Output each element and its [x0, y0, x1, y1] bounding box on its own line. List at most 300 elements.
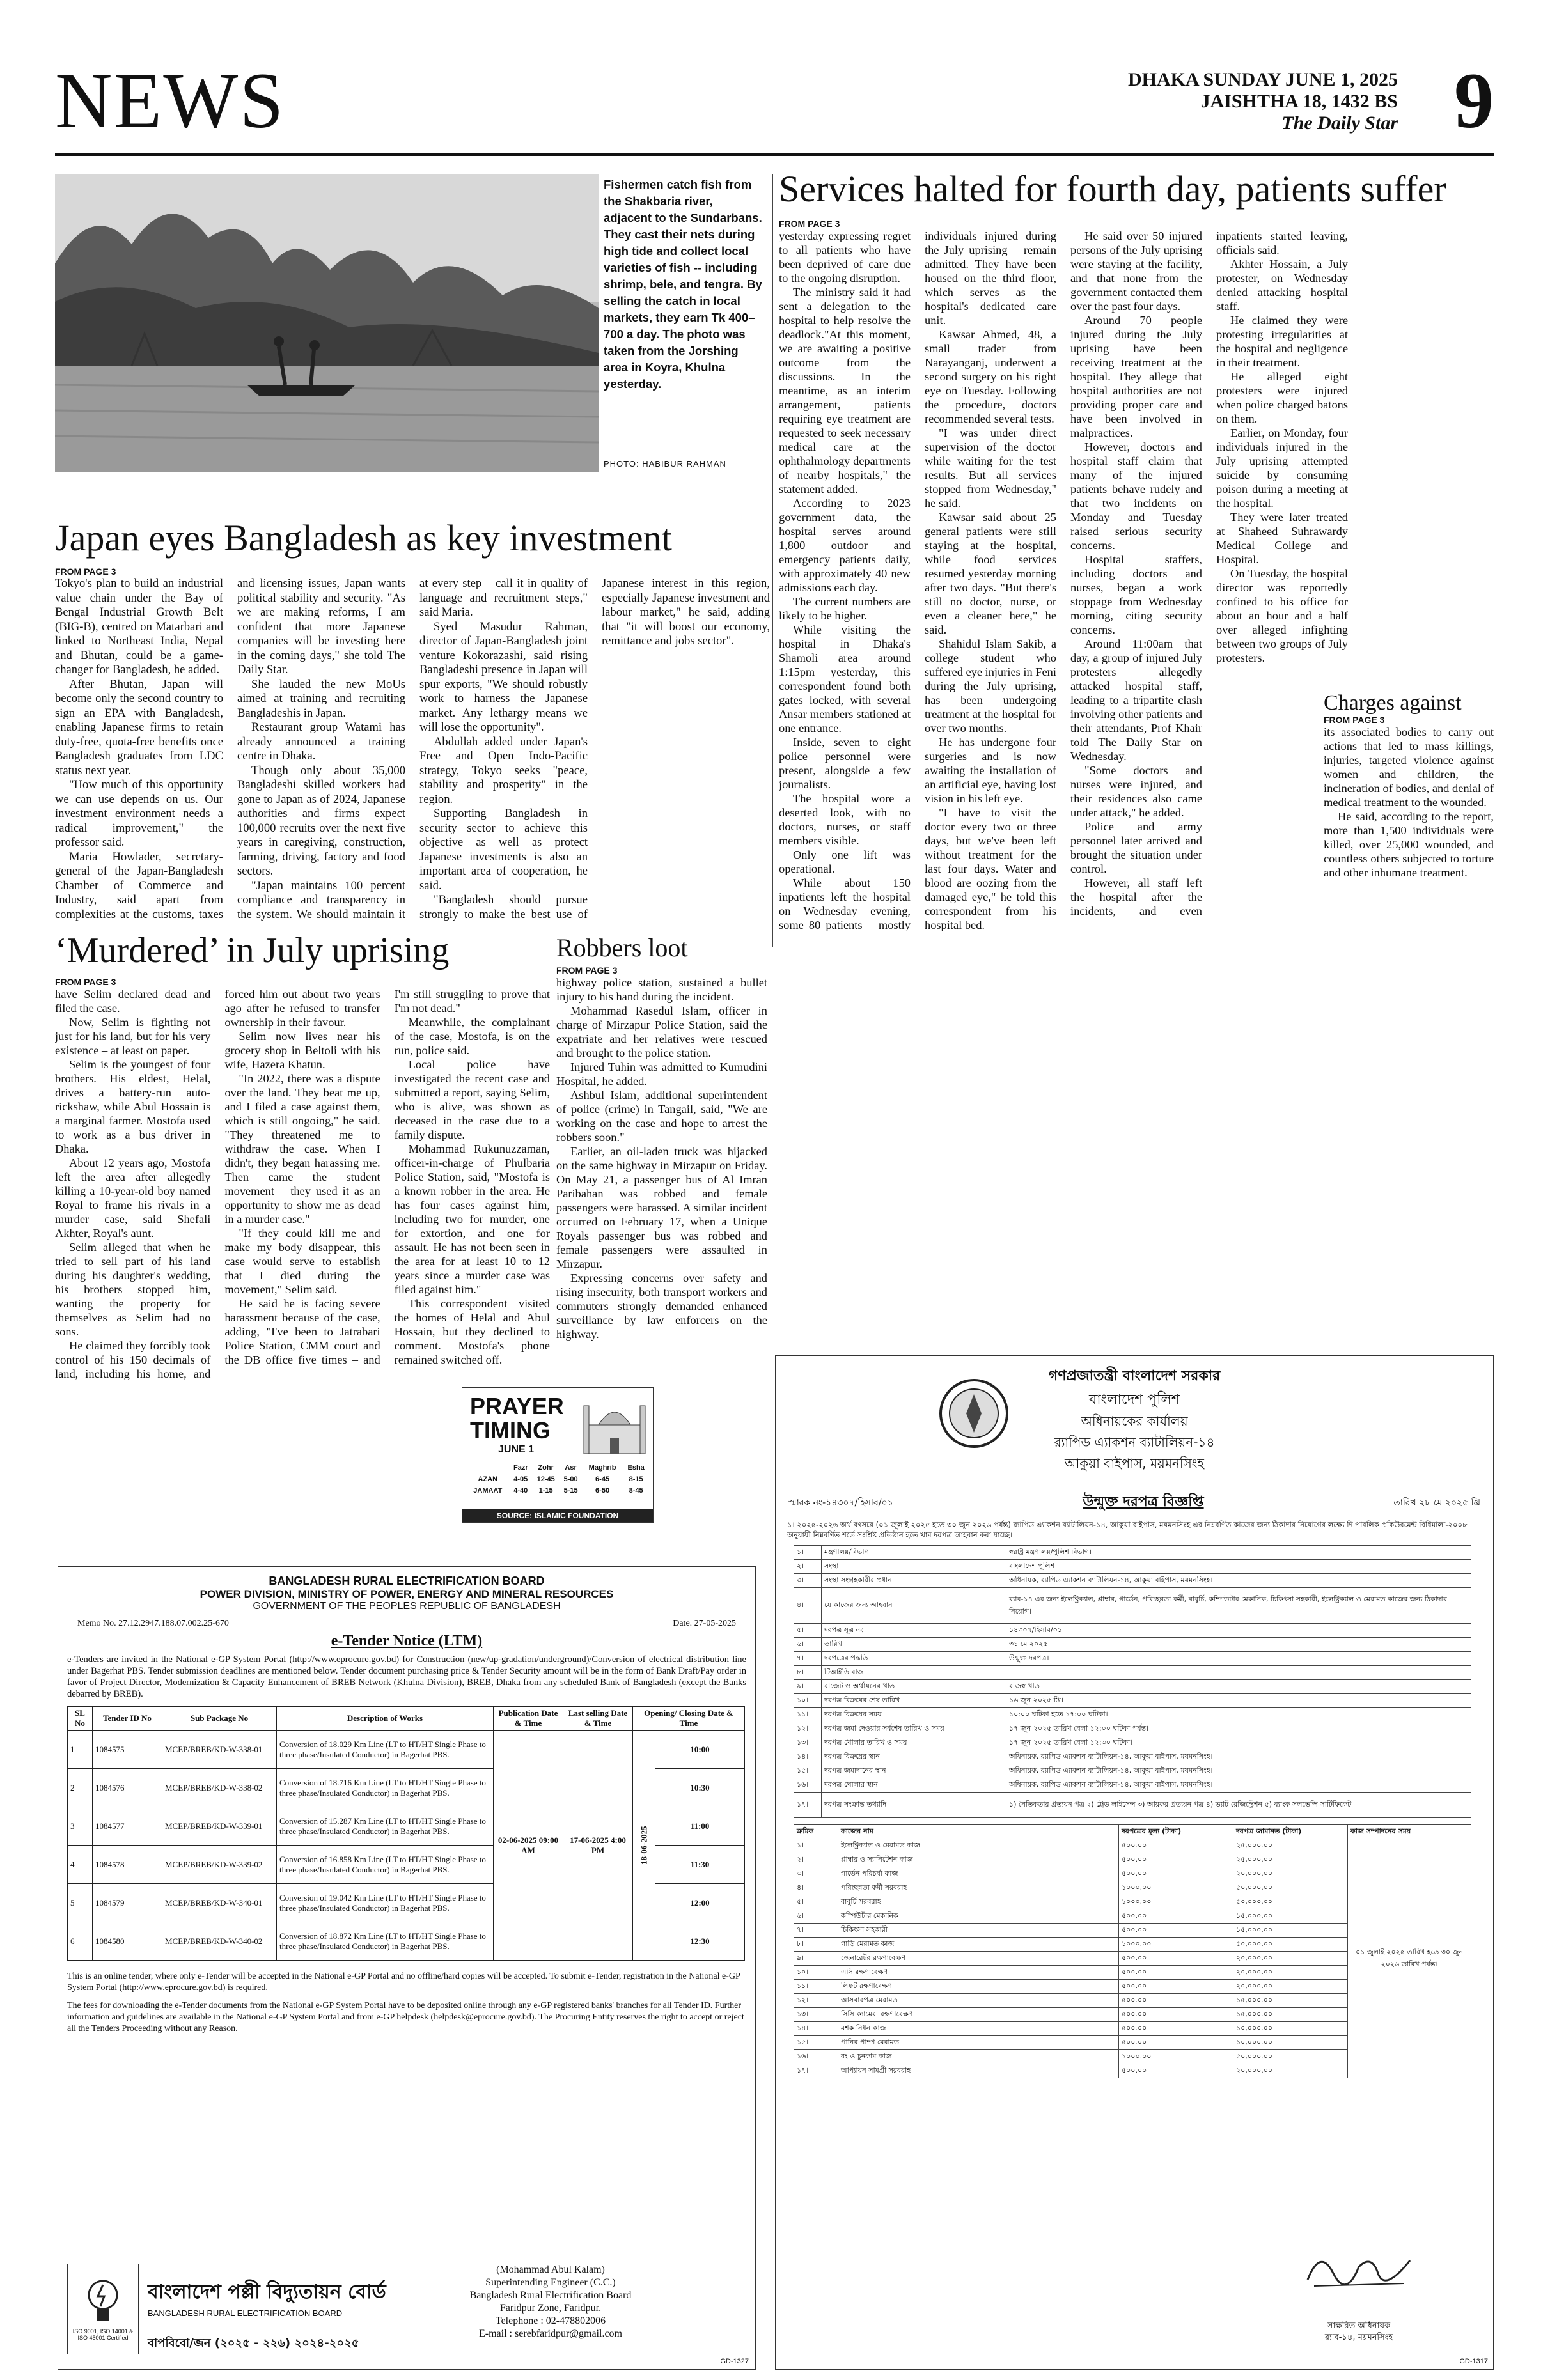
police-memo: স্মারক নং-১৪৩০৭/হিসাব/০১	[788, 1497, 893, 1508]
cell: ১১।	[794, 1980, 838, 1994]
tender-cell: 1084580	[93, 1922, 162, 1961]
signature-scribble	[1301, 2241, 1416, 2292]
prayer-date: JUNE 1	[498, 1444, 535, 1455]
police-h3: অধিনায়কের কার্যালয়	[1081, 1413, 1188, 1429]
japan-headline: Japan eyes Bangladesh as key investment	[55, 517, 672, 559]
tender-cell: 1084576	[93, 1769, 162, 1807]
cell: ৫০০.০০	[1119, 2036, 1233, 2050]
bulb-icon	[84, 2277, 122, 2328]
cell: ২৫,০০০.০০	[1233, 1853, 1348, 1867]
tender-table	[67, 1706, 745, 1961]
police-info-row	[794, 1652, 1471, 1666]
cell: লিফট রক্ষণাবেক্ষণ	[838, 1980, 1119, 1994]
paragraph: The ministry said it had sent a delegation to the hospital to help resolve the deadlock."At this moment, we are awaiting a positive outcome from the discussions. In the meantime, as an interim arrangement, patients requiring eye treatment are requested to seek necessary medical care at the ophthalmology departments of nearby hospitals," the statement added.	[779, 286, 911, 495]
paragraph: Maria Howlader, secretary-general of the Japan-Bangladesh Chamber of Commerce and Industry, said apart from complexities at the customs, taxes and licensing issues, Japan wants political stability and security. "As we are making reforms, I am confident that more Japanese companies will be investing here in the coming days," she told The Daily Star.	[55, 577, 405, 921]
fishermen-photo	[55, 174, 599, 472]
cell: ১।	[794, 1546, 822, 1560]
date-line: DHAKA SUNDAY JUNE 1, 2025	[1128, 69, 1398, 90]
cell: ৫০০.০০	[1119, 1966, 1233, 1980]
prayer-title-2: TIMING	[470, 1417, 551, 1443]
prayer-cell: 5-15	[563, 1487, 578, 1495]
paragraph: She lauded the new MoUs aimed at training and recruiting Bangladeshis in Japan.	[237, 677, 405, 720]
paragraph: Around 11:00am that day, a group of injured July protesters allegedly attacked hospital staff, leading to a tripartite clash involving other patients and their attendants, Prof Khair told The Daily Star on Wednesday.	[1070, 637, 1202, 763]
cell: ১০।	[794, 1966, 838, 1980]
tender-org-2: POWER DIVISION, MINISTRY OF POWER, ENERGY AND MINERAL RESOURCES	[200, 1588, 614, 1600]
cell: আপ্যায়ন সামগ্রী সরবরাহ	[838, 2064, 1119, 2078]
cell: এসি রক্ষণাবেক্ষণ	[838, 1966, 1119, 1980]
cell: বাজেট ও অর্থায়নের খাত	[822, 1680, 1006, 1694]
police-sign-name: সাক্ষরিত অধিনায়ক	[1327, 2321, 1391, 2331]
cell: দরপত্র খোলার স্থান	[822, 1778, 1006, 1793]
paragraph: The current numbers are likely to be higher.	[779, 595, 911, 622]
tender-note-2: The fees for downloading the e-Tender documents from the National e-GP System Portal have to be deposited online through any e-GP registered banks' branches for all Tender ID. Further information and guidelines are available in the National e-GP System Portal and from e-GP helpdesk (helpdesk@eprocure.gov.bd). The Procuring Entity reserves the right to accept or reject all the Tenders Proceeding without any Reason.	[67, 2001, 744, 2034]
tender-title: e-Tender Notice (LTM)	[331, 1633, 483, 1649]
paragraph: However, doctors and hospital staff claim that many of the injured patients behave rudely and that two incidents on Monday and Tuesday raised serious security concerns.	[1070, 440, 1202, 552]
cell: আসবাবপত্র মেরামত	[838, 1994, 1119, 2008]
tender-header-row	[68, 1707, 745, 1731]
services-from-page: FROM PAGE 3	[779, 219, 840, 229]
paragraph: Only one lift was operational.	[779, 848, 911, 875]
police-intro: ১। ২০২৫-২০২৬ অর্থ বৎসরে (০১ জুলাই ২০২৫ হতে ৩০ জুন ২০২৬ পর্যন্ত) র‍্যাপিড এ্যাকশন ব্যাটালিয়ন-১৪, আকুয়া বাইপাস, ময়মনসিংহ এর নিম্নবর্ণিত কাজের জন্য ঠিকাদার নিয়োগের লক্ষ্যে দি পাবলিক প্রকিউরমেন্ট বিধিমালা-২০০৮ অনুযায়ী নিম্নবর্ণিত শর্তে সংশ্লিষ্ট প্রতিষ্ঠান হতে খাম দরপত্র আহবান করা যাচ্ছে।	[787, 1520, 1468, 1539]
cell: বাংলাদেশ পুলিশ	[1006, 1560, 1471, 1574]
breb-en-name: BANGLADESH RURAL ELECTRIFICATION BOARD	[148, 2308, 343, 2318]
prayer-header-row	[466, 1462, 649, 1474]
police-info-row	[794, 1588, 1471, 1624]
cell: ৫০০.০০	[1119, 2022, 1233, 2036]
paragraph: Supporting Bangladesh in security sector to achieve this objective as well as protect Japanese investments is also an important area of cooperation, he said.	[419, 807, 588, 892]
tender-publication: 02-06-2025 09:00 AM	[494, 1731, 563, 1961]
cell: র‍্যাব-১৪ এর জন্য ইলেক্ট্রিক্যাল, প্লাম্বার, গার্ডেন, পরিচ্ছন্নতা কর্মী, বাবুর্চি, কম্পিউটার মেকানিক, চিকিৎসা সহকারী, ইলেক্ট্রিক্যাল ও মেরামত কাজের জন্য ঠিকাদার নিয়োগ।	[1006, 1588, 1471, 1624]
tender-signature	[416, 2264, 685, 2340]
prayer-cell: 8-15	[629, 1475, 643, 1483]
tender-cell: 12:30	[655, 1922, 745, 1961]
paragraph: He said he is facing severe harassment because of the case, adding, "I've been to Jatrabari Police Station, CMM court and the DB office five times – and I'm still struggling to prove that I'm not dead."	[224, 988, 550, 1366]
prayer-timing-box	[462, 1387, 654, 1523]
sign-line: Superintending Engineer (C.C.)	[485, 2277, 616, 2288]
prayer-cell: 6-50	[595, 1487, 610, 1495]
murdered-body	[55, 987, 550, 1393]
cell: দরপত্র বিক্রয়ের শেষ তারিখ	[822, 1694, 1006, 1708]
masthead-rule	[55, 153, 1494, 156]
cell: সংস্থা	[822, 1560, 1006, 1574]
paragraph: Around 70 people injured during the July uprising have been receiving treatment at the hospital. They allege that hospital authorities are not providing proper care and have been involved in malpractices.	[1070, 314, 1202, 439]
cell: অধিনায়ক, র‍্যাপিড এ্যাকশন ব্যাটালিয়ন-১৪, আকুয়া বাইপাস, ময়মনসিংহ।	[1006, 1778, 1471, 1793]
paper-logo: The Daily Star	[1281, 113, 1398, 134]
cell: যে কাজের জন্য আহবান	[822, 1588, 1006, 1624]
police-info-row	[794, 1624, 1471, 1638]
sign-line: Faridpur Zone, Faridpur.	[499, 2303, 602, 2314]
tender-cell: 5	[68, 1884, 93, 1922]
cell: ৫০০.০০	[1119, 1867, 1233, 1881]
cell: বাবুর্চি সরবরাহ	[838, 1895, 1119, 1909]
cell: ২০,০০০.০০	[1233, 1980, 1348, 1994]
cell: ১৪৩০৭/হিসাব/০১	[1006, 1624, 1471, 1638]
cell: ৯।	[794, 1680, 822, 1694]
police-info-table	[794, 1545, 1471, 1818]
tender-cell: Conversion of 16.858 Km Line (LT to HT/HT Single Phase to three phase/Insulated Conductor) in Bagerhat PBS.	[277, 1846, 494, 1884]
cell: স্বরাষ্ট্র মন্ত্রণালয়/পুলিশ বিভাগ।	[1006, 1546, 1471, 1560]
cell: ২০,০০০.০০	[1233, 1952, 1348, 1966]
tender-th: Last selling Date & Time	[563, 1707, 633, 1731]
prayer-cell: 4-40	[513, 1487, 528, 1495]
paragraph: "In 2022, there was a dispute over the land. They beat me up, and I filed a case against them, which is still ongoing," he said. "They threatened me to withdraw the case. When I didn't, they began harassing me. Then came the student movement – they used it as an opportunity to show me as dead in a murder case."	[224, 1072, 380, 1225]
japan-body	[55, 577, 770, 925]
paragraph: Hospital staffers, including doctors and nurses, began a work stoppage from Wednesday morning, citing security concerns.	[1070, 553, 1202, 636]
police-date: তারিখ ২৮ মে ২০২৫ খ্রি	[1393, 1497, 1480, 1508]
cell: ৫০,০০০.০০	[1233, 1938, 1348, 1952]
cell: ৬।	[794, 1909, 838, 1924]
cell: ১৬।	[794, 2050, 838, 2064]
paragraph: Mohammad Rasedul Islam, officer in charge of Mirzapur Police Station, said the expatriate and her relatives were rescued and brought to the police station.	[556, 1004, 767, 1059]
tender-th: Sub Package No	[162, 1707, 277, 1731]
prayer-cell: 12-45	[536, 1475, 555, 1483]
police-info-row	[794, 1666, 1471, 1680]
tender-row	[68, 1731, 745, 1769]
police-emblem-icon	[935, 1375, 1012, 1452]
paragraph: highway police station, sustained a bullet injury to his hand during the incident.	[556, 976, 767, 1003]
cell: ১০,০০০.০০	[1233, 2022, 1348, 2036]
cell: ১০:০০ ঘটিকা হতে ১৭:০০ ঘটিকা।	[1006, 1708, 1471, 1722]
cell: দরপত্র বিক্রয়ের সময়	[822, 1708, 1006, 1722]
paragraph: The hospital wore a deserted look, with no doctors, nurses, or staff members visible.	[779, 792, 911, 847]
prayer-source: SOURCE: ISLAMIC FOUNDATION	[462, 1509, 653, 1522]
prayer-cell: 4-05	[513, 1475, 528, 1483]
cell: প্লাম্বার ও স্যানিটেশন কাজ	[838, 1853, 1119, 1867]
cell: ১২।	[794, 1994, 838, 2008]
tender-cell: Conversion of 18.029 Km Line (LT to HT/HT Single Phase to three phase/Insulated Conductor) in Bagerhat PBS.	[277, 1731, 494, 1769]
tender-cell: 1084577	[93, 1807, 162, 1846]
police-items-header	[794, 1825, 1471, 1839]
cell: উন্মুক্ত দরপত্র।	[1006, 1652, 1471, 1666]
cell: ১৫,০০০.০০	[1233, 2008, 1348, 2022]
japan-from-page: FROM PAGE 3	[55, 566, 116, 577]
sign-email: E-mail : serebfaridpur@gmail.com	[479, 2328, 622, 2339]
cell: ৭।	[794, 1652, 822, 1666]
tender-th: Opening/ Closing Date & Time	[633, 1707, 745, 1731]
police-info-row	[794, 1778, 1471, 1793]
tender-date: Date. 27-05-2025	[673, 1619, 736, 1628]
cell: টিআইডি বাজ	[822, 1666, 1006, 1680]
prayer-cell: JAMAAT	[473, 1487, 503, 1495]
paragraph: Selim alleged that when he tried to sell part of his land during his daughter's wedding, his brothers stopped him, wanting the property for themselves as Selim had no sons.	[55, 1241, 211, 1338]
paragraph: "Some doctors and nurses were injured, and their residences also came under attack," he added.	[1070, 764, 1202, 819]
paragraph: Expressing concerns over safety and rising insecurity, both transport workers and commuters strongly demanded enhanced surveillance by law enforcers on the highway.	[556, 1272, 767, 1341]
cell: দরপত্র সংক্রান্ত তথ্যাদি	[822, 1793, 1006, 1818]
cell: গাড়ি মেরামত কাজ	[838, 1938, 1119, 1952]
police-info-row	[794, 1546, 1471, 1560]
tender-cell: 2	[68, 1769, 93, 1807]
sign-phone: Telephone : 02-478802006	[495, 2315, 606, 2326]
tender-cell: 1084575	[93, 1731, 162, 1769]
cell: মশক নিধন কাজ	[838, 2022, 1119, 2036]
cell: ৪।	[794, 1588, 822, 1624]
tender-cell: MCEP/BREB/KD-W-339-02	[162, 1846, 277, 1884]
cell: কম্পিউটার মেকানিক	[838, 1909, 1119, 1924]
cell: ৪।	[794, 1881, 838, 1895]
paragraph: Selim is the youngest of four brothers. His eldest, Helal, drives a battery-run auto-rickshaw, while Abul Hossain is a marginal farmer. Mostofa used to work as a bus driver in Dhaka.	[55, 1058, 211, 1155]
paragraph: Ashbul Islam, additional superintendent of police (crime) in Tangail, said, "We are working on the case and hope to arrest the robbers soon."	[556, 1089, 767, 1144]
cell: জেনারেটর রক্ষণাবেক্ষণ	[838, 1952, 1119, 1966]
police-items-table	[794, 1824, 1471, 2078]
cell: অধিনায়ক, র‍্যাপিড এ্যাকশন ব্যাটালিয়ন-১৪, আকুয়া বাইপাস, ময়মনসিংহ।	[1006, 1750, 1471, 1764]
cell: দরপত্রের মূল্য (টাকা)	[1119, 1825, 1233, 1839]
paragraph: its associated bodies to carry out actions that led to mass killings, injuries, targeted violence against women and children, the incineration of bodies, and denial of medical treatment to the wounded.	[1324, 725, 1494, 809]
paragraph: Selim now lives near his grocery shop in Beltoli with his wife, Hazera Khatun.	[224, 1030, 380, 1071]
cell: গার্ডেন পরিচর্যা কাজ	[838, 1867, 1119, 1881]
police-info-row	[794, 1574, 1471, 1588]
cell: ১৪।	[794, 1750, 822, 1764]
tender-memo: Memo No. 27.12.2947.188.07.002.25-670	[77, 1619, 229, 1628]
cell: মন্ত্রণালয়/বিভাগ	[822, 1546, 1006, 1560]
paragraph: Now, Selim is fighting not just for his land, but for his very existence – at least on paper.	[55, 1016, 211, 1057]
cell: দরপত্র খোলার তারিখ ও সময়	[822, 1736, 1006, 1750]
paragraph: This correspondent visited the homes of Helal and Abul Hossain, but they declined to comment. Mostofa's phone remained switched off.	[394, 1297, 550, 1366]
prayer-cell: Asr	[565, 1464, 577, 1472]
paragraph: They were later treated at Shaheed Suhrawardy Medical College and Hospital.	[1216, 511, 1348, 566]
paragraph: Injured Tuhin was admitted to Kumudini Hospital, he added.	[556, 1061, 767, 1087]
cell: ১৬ জুন ২০২৫ খ্রি।	[1006, 1694, 1471, 1708]
cell: ৩।	[794, 1574, 822, 1588]
prayer-cell: 8-45	[629, 1487, 643, 1495]
paragraph: About 12 years ago, Mostofa left the area after allegedly killing a 10-year-old boy named Royal to frame his rivals in a murder case, said Shefali Akhter, Royal's aunt.	[55, 1156, 211, 1240]
paragraph: He said over 50 injured persons of the July uprising were staying at the facility, and that none from the government contacted them over the past four days.	[1070, 229, 1202, 313]
police-info-row	[794, 1793, 1471, 1818]
tender-cell: 6	[68, 1922, 93, 1961]
police-item-row	[794, 1839, 1471, 1853]
cell: ২০,০০০.০০	[1233, 1966, 1348, 1980]
murdered-from-page: FROM PAGE 3	[55, 977, 116, 987]
cell: ১৫।	[794, 2036, 838, 2050]
tender-cell: MCEP/BREB/KD-W-338-01	[162, 1731, 277, 1769]
japan-article	[55, 566, 770, 924]
cell: ৯।	[794, 1952, 838, 1966]
charges-headline: Charges against	[1324, 691, 1462, 715]
cell: ১৪।	[794, 2022, 838, 2036]
paragraph: Though only about 35,000 Bangladeshi skilled workers had gone to Japan as of 2024, Japanese authorities and firms expect 100,000 recruits over the next five years in caregiving, construction, farming, driving, factory and food sectors.	[237, 763, 405, 878]
tender-cell: 10:30	[655, 1769, 745, 1807]
cell: দরপত্র জামানত (টাকা)	[1233, 1825, 1348, 1839]
police-tender-notice	[775, 1355, 1494, 2370]
cell: ৭।	[794, 1924, 838, 1938]
breb-logo	[67, 2264, 139, 2354]
cell: ২।	[794, 1560, 822, 1574]
tender-cell: Conversion of 18.872 Km Line (LT to HT/HT Single Phase to three phase/Insulated Conductor) in Bagerhat PBS.	[277, 1922, 494, 1961]
cell: ১৫,০০০.০০	[1233, 1909, 1348, 1924]
prayer-row	[466, 1485, 649, 1497]
breb-bn-year: বাপবিবো/জন (২০২৫ - ২২৬) ২০২৪-২০২৫	[148, 2337, 359, 2350]
tender-cell: 10:00	[655, 1731, 745, 1769]
paragraph: Tokyo's plan to build an industrial value chain under the Bay of Bengal Industrial Growth Belt (BIG-B), centred on Matarbari and linked to Northeast India, Nepal and Bhutan, could be a game-changer for Bangladesh, he added.	[55, 577, 223, 676]
robbers-headline: Robbers loot	[556, 933, 688, 962]
cell: ৫০,০০০.০০	[1233, 1895, 1348, 1909]
cell: ১৭।	[794, 1793, 822, 1818]
paragraph: "I have to visit the doctor every two or three days, but we've been left without treatment for the last four days. Water and blood are oozing from the damaged eye," he told this correspondent from his hospital bed.	[925, 806, 1056, 931]
prayer-row	[466, 1474, 649, 1485]
police-info-row	[794, 1750, 1471, 1764]
cell: ২৫,০০০.০০	[1233, 1839, 1348, 1853]
tender-cell: 11:00	[655, 1807, 745, 1846]
paragraph: He said, according to the report, more than 1,500 individuals were killed, over 25,000 wounded, and countless others subjected to torture and other inhumane treatment.	[1324, 809, 1494, 879]
cell: সিসি ক্যামেরা রক্ষণাবেক্ষণ	[838, 2008, 1119, 2022]
cell: ১৫,০০০.০০	[1233, 1924, 1348, 1938]
cell: চিকিৎসা সহকারী	[838, 1924, 1119, 1938]
police-h4: র‍্যাপিড এ্যাকশন ব্যাটালিয়ন-১৪	[1054, 1435, 1215, 1450]
section-title: NEWS	[55, 57, 285, 144]
mosque-icon	[583, 1393, 646, 1457]
paragraph: have Selim declared dead and filed the case.	[55, 988, 211, 1015]
cell: ইলেক্ট্রিক্যাল ও মেরামত কাজ	[838, 1839, 1119, 1853]
cell: ১৩।	[794, 1736, 822, 1750]
cell: ৫০০.০০	[1119, 1980, 1233, 1994]
prayer-cell: Esha	[627, 1464, 645, 1472]
cell: ১২।	[794, 1722, 822, 1736]
prayer-cell: 6-45	[595, 1475, 610, 1483]
paragraph: Kawsar Ahmed, 48, a small trader from Narayanganj, underwent a second surgery on his right eye on Tuesday. Following the procedure, doctors recommended several tests.	[925, 328, 1056, 425]
police-info-row	[794, 1560, 1471, 1574]
cell: ৫০,০০০.০০	[1233, 1881, 1348, 1895]
tender-th: Tender ID No	[93, 1707, 162, 1731]
bangla-date: JAISHTHA 18, 1432 BS	[1200, 91, 1398, 112]
tender-org-1: BANGLADESH RURAL ELECTRIFICATION BOARD	[269, 1575, 545, 1587]
cell: দরপত্র জমাদানের স্থান	[822, 1764, 1006, 1778]
photo-credit: PHOTO: HABIBUR RAHMAN	[604, 459, 726, 469]
paragraph: Kawsar said about 25 general patients were still staying at the hospital, while food services resumed yesterday morning after two days. "But there's still no doctor, nurse, or even a cleaner here," he said.	[925, 511, 1056, 636]
cell: ৫০০.০০	[1119, 1994, 1233, 2008]
tender-th: SL No	[68, 1707, 93, 1731]
tender-gd: GD-1327	[720, 2358, 749, 2365]
paragraph: Syed Masudur Rahman, director of Japan-Bangladesh joint venture Kokorazashi, said rising Bangladeshi presence in Japan will spur exports, "We should robustly work to harness the Japanese market. Any lethargy means we will lose the opportunity".	[419, 619, 588, 734]
tender-th: Description of Works	[277, 1707, 494, 1731]
cell: অধিনায়ক, র‍্যাপিড এ্যাকশন ব্যাটালিয়ন-১৪, আকুয়া বাইপাস, ময়মনসিংহ।	[1006, 1764, 1471, 1778]
cell: সংস্থা সংগ্রহকারীর প্রধান	[822, 1574, 1006, 1588]
page-number: 9	[1454, 57, 1494, 144]
paragraph: "Japan maintains 100 percent compliance and transparency in the system. We should maintain it at every step – call it in quality of language and recruitment steps," said Maria.	[237, 577, 588, 921]
cell: ৬।	[794, 1638, 822, 1652]
cell: ১৬।	[794, 1778, 822, 1793]
cell: ১৩।	[794, 2008, 838, 2022]
paragraph: Restaurant group Watami has already announced a training centre in Dhaka.	[237, 720, 405, 763]
prayer-cell: AZAN	[478, 1475, 498, 1483]
tender-notice	[58, 1566, 756, 2370]
police-info-row	[794, 1722, 1471, 1736]
prayer-cell: 5-00	[563, 1475, 578, 1483]
paragraph: He has undergone four surgeries and is now awaiting the installation of an artificial eye, having lost vision in his left eye.	[925, 736, 1056, 805]
paragraph: He claimed they were protesting irregularities at the hospital and negligence in their treatment.	[1216, 314, 1348, 369]
cell: ৩।	[794, 1867, 838, 1881]
paragraph: yesterday expressing regret to all patients who have been deprived of care due to the ongoing disruption.	[779, 229, 911, 284]
cell: ৫০০.০০	[1119, 2064, 1233, 2078]
cell: ১০০০.০০	[1119, 1895, 1233, 1909]
prayer-cell: Fazr	[513, 1464, 528, 1472]
paragraph: "If they could kill me and make my body disappear, this case would serve to establish that I died during the movement," Selim said.	[224, 1227, 380, 1296]
cell: ১৭ জুন ২০২৫ তারিখ বেলা ১২:৩০ ঘটিকা।	[1006, 1736, 1471, 1750]
cell: ২০,০০০.০০	[1233, 1867, 1348, 1881]
police-sign-unit: র‍্যাব-১৪, ময়মনসিংহ	[1324, 2333, 1393, 2342]
iso-text: ISO 9001, ISO 14001 & ISO 45001 Certified	[72, 2328, 134, 2341]
paragraph: Abdullah added under Japan's Free and Open Indo-Pacific strategy, Tokyo seeks "peace, stability and prosperity" in the region.	[419, 735, 588, 806]
cell: ৫০০.০০	[1119, 2008, 1233, 2022]
tender-cell: 4	[68, 1846, 93, 1884]
cell: ১৫।	[794, 1764, 822, 1778]
prayer-cell	[466, 1462, 510, 1474]
column-divider	[772, 174, 773, 947]
cell: ১০০০.০০	[1119, 1881, 1233, 1895]
prayer-title-1: PRAYER	[470, 1393, 564, 1419]
cell: ১০,০০০.০০	[1233, 2036, 1348, 2050]
paragraph: "Bangladesh should pursue strongly to make the best use of Japanese interest in this region, especially Japanese investment and labour market," he said, adding that "it will boost our economy, remittance and jobs sector".	[419, 577, 770, 921]
cell: অধিনায়ক, র‍্যাপিড এ্যাকশন ব্যাটালিয়ন-১৪, আকুয়া বাইপাস, ময়মনসিংহ।	[1006, 1574, 1471, 1588]
cell: ১।	[794, 1839, 838, 1853]
charges-article	[1324, 692, 1494, 947]
cell: ১০০০.০০	[1119, 2050, 1233, 2064]
tender-cell: Conversion of 18.716 Km Line (LT to HT/HT Single Phase to three phase/Insulated Conductor) in Bagerhat PBS.	[277, 1769, 494, 1807]
tender-cell: MCEP/BREB/KD-W-340-01	[162, 1884, 277, 1922]
police-h5: আকুয়া বাইপাস, ময়মনসিংহ	[1065, 1456, 1204, 1471]
prayer-table	[466, 1462, 649, 1497]
police-info-row	[794, 1680, 1471, 1694]
cell: পরিচ্ছন্নতা কর্মী সরবরাহ	[838, 1881, 1119, 1895]
cell: ৫০০.০০	[1119, 1839, 1233, 1853]
tender-intro: e-Tenders are invited in the National e-GP System Portal (http://www.eprocure.gov.bd) for Construction (new/up-gradation/underground)/Conversion of electrical distribution line under Bagerhat PBS. Tender submission deadlines are mentioned below. Tender document purchasing price & Tender Security amount will be in the form of Bank Draft/Pay order in favor of Project Director, Modernization & Capacity Enhancement of BREB Network (Khulna Division), BREB, Dhaka from any scheduled Bank of Bangladesh (except the Banks debarred by BREB).	[67, 1654, 746, 1699]
cell: ১) নৈতিকতার প্রত্যয়ন পত্র ২) ট্রেড লাইসেন্স ৩) আয়কর প্রত্যয়ন পত্র ৪) ভ্যাট রেজিস্ট্রেশন ৫) ব্যাংক সলভেন্সি সার্টিফিকেট	[1006, 1793, 1471, 1818]
sign-line: Bangladesh Rural Electrification Board	[469, 2290, 632, 2301]
paragraph: He claimed they forcibly took control of his 150 decimals of land, including his home, and forced him out about two years ago after he refused to transfer ownership in their favour.	[55, 988, 380, 1380]
tender-note-1: This is an online tender, where only e-Tender will be accepted in the National e-GP Portal and no offline/hard copies will be accepted. To submit e-Tender, registration in the National e-GP System Portal (http://www.eprocure.gov.bd) is required.	[67, 1972, 740, 1993]
prayer-cell: 1-15	[538, 1487, 553, 1495]
paragraph: He alleged eight protesters were injured when police charged batons on them.	[1216, 370, 1348, 425]
cell: দরপত্র সূত্র নং	[822, 1624, 1006, 1638]
police-info-row	[794, 1694, 1471, 1708]
cell: ২০,০০০.০০	[1233, 2064, 1348, 2078]
tender-cell: 3	[68, 1807, 93, 1846]
cell: ১৭ জুন ২০২৫ তারিখ বেলা ১২:০০ ঘটিকা পর্যন্ত।	[1006, 1722, 1471, 1736]
cell: ক্রমিক	[794, 1825, 838, 1839]
charges-from-page: FROM PAGE 3	[1324, 714, 1385, 725]
breb-bn-name: বাংলাদেশ পল্লী বিদ্যুতায়ন বোর্ড	[148, 2281, 386, 2303]
paragraph: Police and army personnel later arrived and brought the situation under control.	[1070, 820, 1202, 875]
tender-cell: 12:00	[655, 1884, 745, 1922]
cell	[1006, 1666, 1471, 1680]
paragraph: According to 2023 government data, the hospital serves around 1,800 outdoor and emergency patients daily, with approximately 40 new admissions each day.	[779, 497, 911, 594]
cell: ১৫,০০০.০০	[1233, 1994, 1348, 2008]
cell: ১০।	[794, 1694, 822, 1708]
tender-cell: 1	[68, 1731, 93, 1769]
murdered-headline: ‘Murdered’ in July uprising	[55, 931, 450, 970]
cell: ৫০০.০০	[1119, 1952, 1233, 1966]
robbers-from-page: FROM PAGE 3	[556, 965, 618, 976]
paragraph: "I was under direct supervision of the doctor while waiting for the test results. But all services stopped from Wednesday," he said.	[925, 426, 1056, 509]
cell: ৮।	[794, 1938, 838, 1952]
cell: ৩১ মে ২০২৫	[1006, 1638, 1471, 1652]
police-gd: GD-1317	[1459, 2358, 1488, 2365]
paragraph: Shahidul Islam Sakib, a college student who suffered eye injuries in Feni during the July uprising, has been undergoing treatment at the hospital for over two months.	[925, 637, 1056, 735]
tender-th: Publication Date & Time	[494, 1707, 563, 1731]
tender-opening-date: 18-06-2025	[633, 1731, 655, 1961]
cell: রং ও চুনকাম কাজ	[838, 2050, 1119, 2064]
tender-cell: Conversion of 19.042 Km Line (LT to HT/HT Single Phase to three phase/Insulated Conductor) in Bagerhat PBS.	[277, 1884, 494, 1922]
prayer-cell: Zohr	[538, 1464, 554, 1472]
cell: তারিখ	[822, 1638, 1006, 1652]
prayer-cell: Maghrib	[588, 1464, 616, 1472]
cell: কাজের নাম	[838, 1825, 1119, 1839]
paragraph: Local police have investigated the recent case and submitted a report, saying Selim, who is alive, was shown as deceased in the case due to a family dispute.	[394, 1058, 550, 1141]
masthead	[55, 57, 1494, 144]
police-info-row	[794, 1708, 1471, 1722]
paragraph: While visiting the hospital in Dhaka's Shamoli area around 1:15pm yesterday, this correspondent found both gates locked, with several Ansar members stationed at one entrance.	[779, 623, 911, 735]
tender-last-selling: 17-06-2025 4:00 PM	[563, 1731, 633, 1961]
cell: ৫০০.০০	[1119, 1909, 1233, 1924]
police-title: উন্মুক্ত দরপত্র বিজ্ঞপ্তি	[1083, 1494, 1204, 1510]
